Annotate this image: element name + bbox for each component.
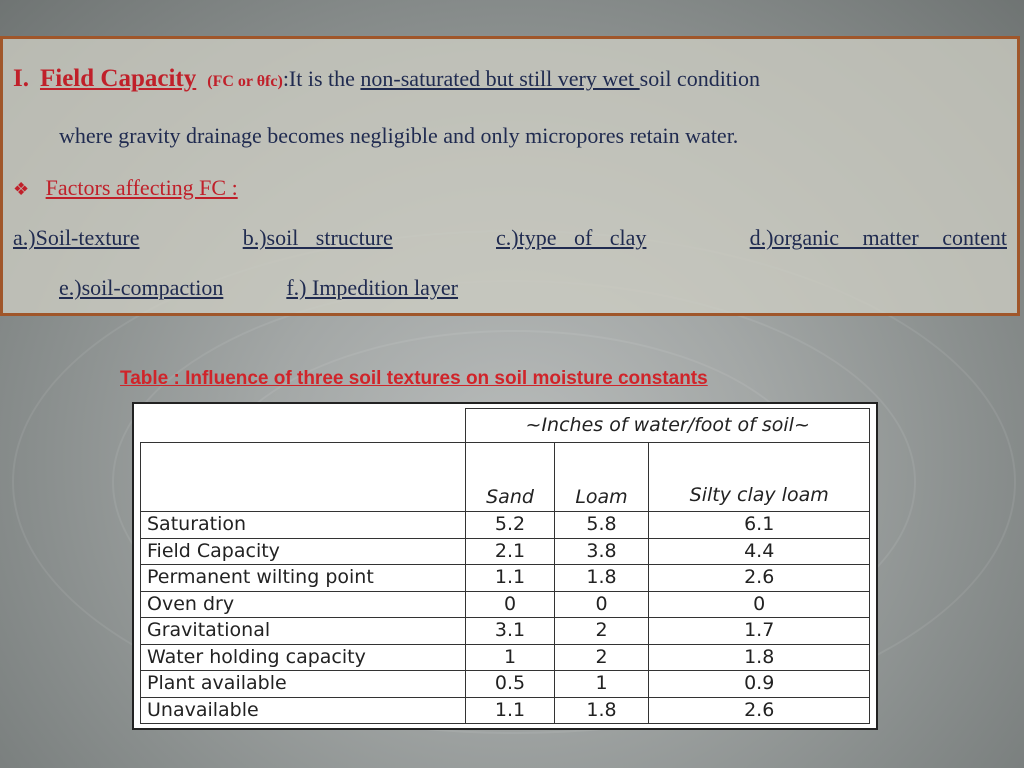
row-header-spacer [141,443,466,512]
table-cell: 0 [649,591,870,617]
table-cell: 0 [466,591,554,617]
factor-item: c.)type of clay [496,225,647,250]
table-cell: 1.7 [649,618,870,644]
row-label: Gravitational [141,618,466,644]
row-label: Unavailable [141,697,466,723]
table-cell: 2 [554,618,649,644]
column-header: Sand [466,443,554,512]
row-label: Permanent wilting point [141,565,466,591]
factors-heading-line [13,175,1007,201]
row-label: Water holding capacity [141,644,466,670]
table-row [141,565,870,591]
table-cell: 1 [466,644,554,670]
table-row [141,644,870,670]
table-cell: 1.8 [554,697,649,723]
table-row [141,538,870,564]
table-cell: 1.1 [466,565,554,591]
factor-item: b.)soil structure [242,225,393,250]
column-header: Loam [554,443,649,512]
table-cell: 1 [554,671,649,697]
definition-line-1 [13,65,1007,93]
definition-prefix: :It is the [282,66,361,91]
table-cell: 2.1 [466,538,554,564]
group-header: ~Inches of water/foot of soil~ [466,409,870,443]
table-cell: 2 [554,644,649,670]
row-label: Oven dry [141,591,466,617]
table-corner [141,409,466,443]
table-cell: 0.9 [649,671,870,697]
diamond-bullet-icon: ❖ [13,179,30,199]
table-row [141,591,870,617]
table-cell: 2.6 [649,565,870,591]
factors-row-1 [13,225,1007,251]
table-cell: 1.1 [466,697,554,723]
factor-item: f.) Impedition layer [286,275,459,300]
table-cell: 2.6 [649,697,870,723]
field-capacity-textbox [0,36,1020,316]
column-header: Silty clay loam [649,443,870,512]
factors-row-2 [59,275,1007,301]
table-cell: 1.8 [649,644,870,670]
definition-suffix: soil condition [639,66,761,91]
table-row [141,512,870,538]
row-label: Field Capacity [141,538,466,564]
table-cell: 1.8 [554,565,649,591]
section-abbrev: (FC or θfc) [207,73,283,90]
table-row [141,618,870,644]
row-label: Plant available [141,671,466,697]
table-cell: 0 [554,591,649,617]
section-heading: Field Capacity [39,65,197,92]
table-cell: 3.1 [466,618,554,644]
table-row [141,671,870,697]
factor-item: a.)Soil-texture [13,225,140,250]
definition-underlined: non-saturated but still very wet [360,66,640,91]
soil-moisture-table [132,402,878,730]
table-cell: 5.2 [466,512,554,538]
table-row [141,697,870,723]
section-numeral: I. [13,65,29,92]
table-cell: 6.1 [649,512,870,538]
factors-label: Factors affecting FC : [45,175,238,200]
table-cell: 4.4 [649,538,870,564]
definition-line-2: where gravity drainage becomes negligible and only micropores retain water. [59,123,739,148]
table-cell: 5.8 [554,512,649,538]
row-label: Saturation [141,512,466,538]
table-title: Table : Influence of three soil textures on soil moisture constants [120,368,708,389]
table-cell: 3.8 [554,538,649,564]
factor-item: d.)organic matter content [749,225,1007,250]
table-cell: 0.5 [466,671,554,697]
factor-item: e.)soil-compaction [59,275,224,300]
